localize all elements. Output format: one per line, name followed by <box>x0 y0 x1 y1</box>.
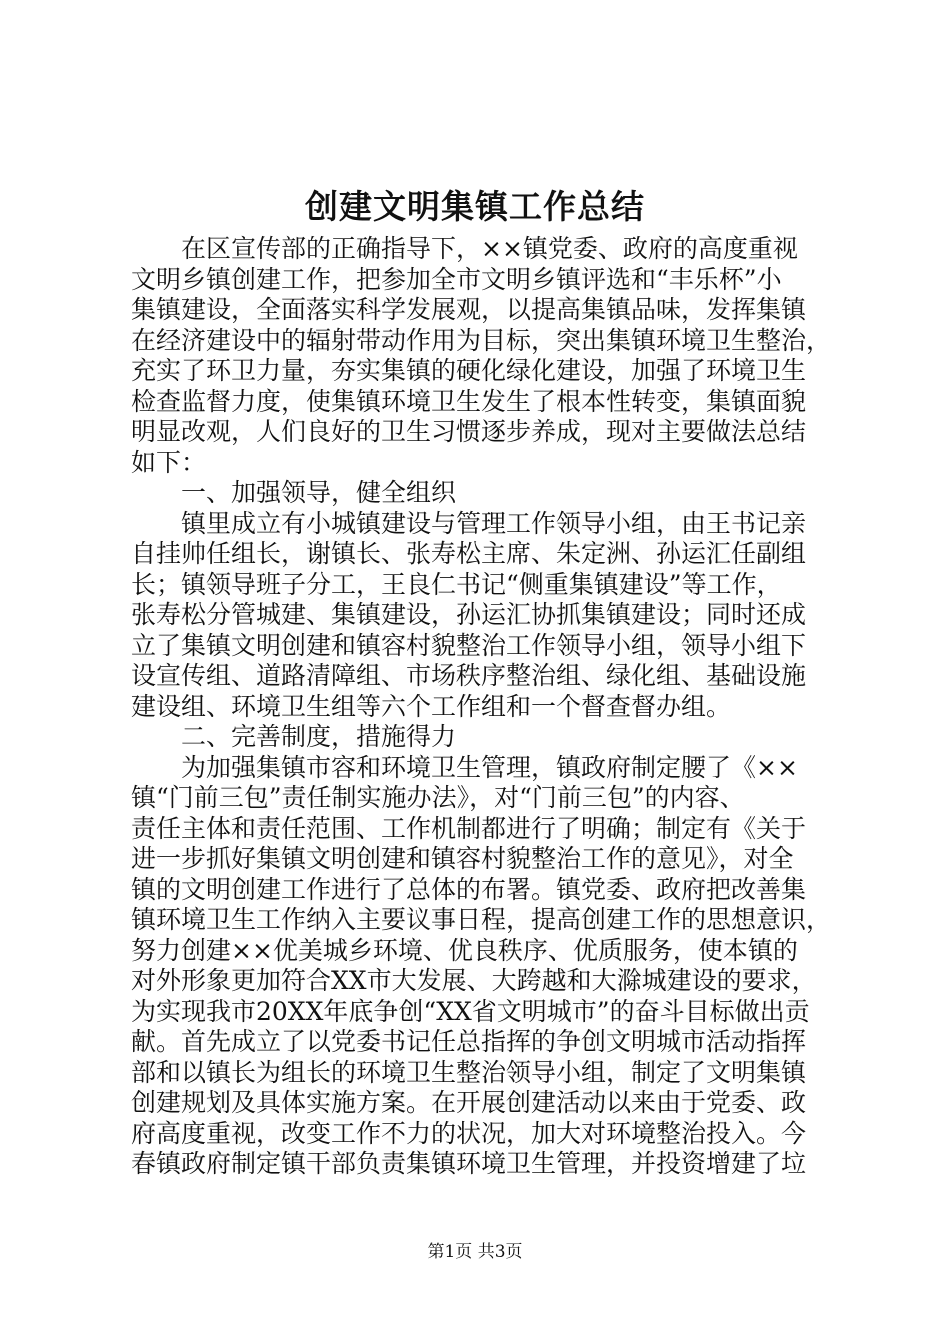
body-line: 自挂帅任组长，谢镇长、张寿松主席、朱定洲、孙运汇任副组 <box>131 539 807 568</box>
body-line: 府高度重视，改变工作不力的状况，加大对环境整治投入。今 <box>131 1118 807 1148</box>
body-line: 责任主体和责任范围、工作机制都进行了明确；制定有《关于 <box>131 813 807 843</box>
body-line: 为加强集镇市容和环境卫生管理，镇政府制定腰了《×× <box>131 752 798 782</box>
body-line: 文明乡镇创建工作，把参加全市文明乡镇评选和“丰乐杯”小 <box>131 264 782 294</box>
body-line: 立了集镇文明创建和镇容村貌整治工作领导小组，领导小组下 <box>131 630 807 660</box>
body-line: 创建规划及具体实施方案。在开展创建活动以来由于党委、政 <box>131 1088 807 1117</box>
body-line: 建设组、环境卫生组等六个工作组和一个督查督办组。 <box>131 691 732 721</box>
body-line: 在经济建设中的辐射带动作用为目标，突出集镇环境卫生整治， <box>131 325 832 355</box>
document-title: 创建文明集镇工作总结 <box>305 187 645 226</box>
body-line: 对外形象更加符合XX市大发展、大跨越和大滁城建设的要求， <box>131 966 817 995</box>
body-line: 长；镇领导班子分工，王良仁书记“侧重集镇建设”等工作， <box>131 569 782 599</box>
body-line: 春镇政府制定镇干部负责集镇环境卫生管理，并投资增建了垃 <box>131 1149 807 1178</box>
page-footer: 第1页 共3页 <box>427 1242 523 1262</box>
body-line: 设宣传组、道路清障组、市场秩序整治组、绿化组、基础设施 <box>131 661 807 690</box>
body-line: 明显改观，人们良好的卫生习惯逐步养成，现对主要做法总结 <box>131 417 807 446</box>
body-line: 二、完善制度，措施得力 <box>131 722 457 751</box>
body-line: 如下： <box>131 447 207 477</box>
body-line: 镇环境卫生工作纳入主要议事日程，提高创建工作的思想意识， <box>131 905 832 934</box>
body-line: 检查监督力度，使集镇环境卫生发生了根本性转变，集镇面貌 <box>131 386 807 416</box>
body-line: 张寿松分管城建、集镇建设，孙运汇协抓集镇建设；同时还成 <box>131 600 807 629</box>
body-line: 部和以镇长为组长的环境卫生整治领导小组，制定了文明集镇 <box>131 1057 807 1087</box>
body-line: 集镇建设，全面落实科学发展观，以提高集镇品味，发挥集镇 <box>131 295 807 324</box>
body-line: 充实了环卫力量，夯实集镇的硬化绿化建设，加强了环境卫生 <box>131 356 807 385</box>
body-line: 镇里成立有小城镇建设与管理工作领导小组，由王书记亲 <box>131 508 807 538</box>
body-line: 镇的文明创建工作进行了总体的布署。镇党委、政府把改善集 <box>131 874 807 904</box>
body-line: 为实现我市20XX年底争创“XX省文明城市”的奋斗目标做出贡 <box>131 996 810 1026</box>
body-line: 一、加强领导，健全组织 <box>131 478 457 507</box>
body-line: 进一步抓好集镇文明创建和镇容村貌整治工作的意见》，对全 <box>131 844 794 873</box>
body-line: 献。首先成立了以党委书记任总指挥的争创文明城市活动指挥 <box>131 1027 807 1056</box>
body-line: 镇“门前三包”责任制实施办法》，对“门前三包”的内容、 <box>131 783 745 812</box>
document-body <box>131 234 833 1180</box>
body-line: 努力创建××优美城乡环境、优良秩序、优质服务，使本镇的 <box>131 935 798 965</box>
body-line: 在区宣传部的正确指导下，××镇党委、政府的高度重视 <box>131 234 798 263</box>
